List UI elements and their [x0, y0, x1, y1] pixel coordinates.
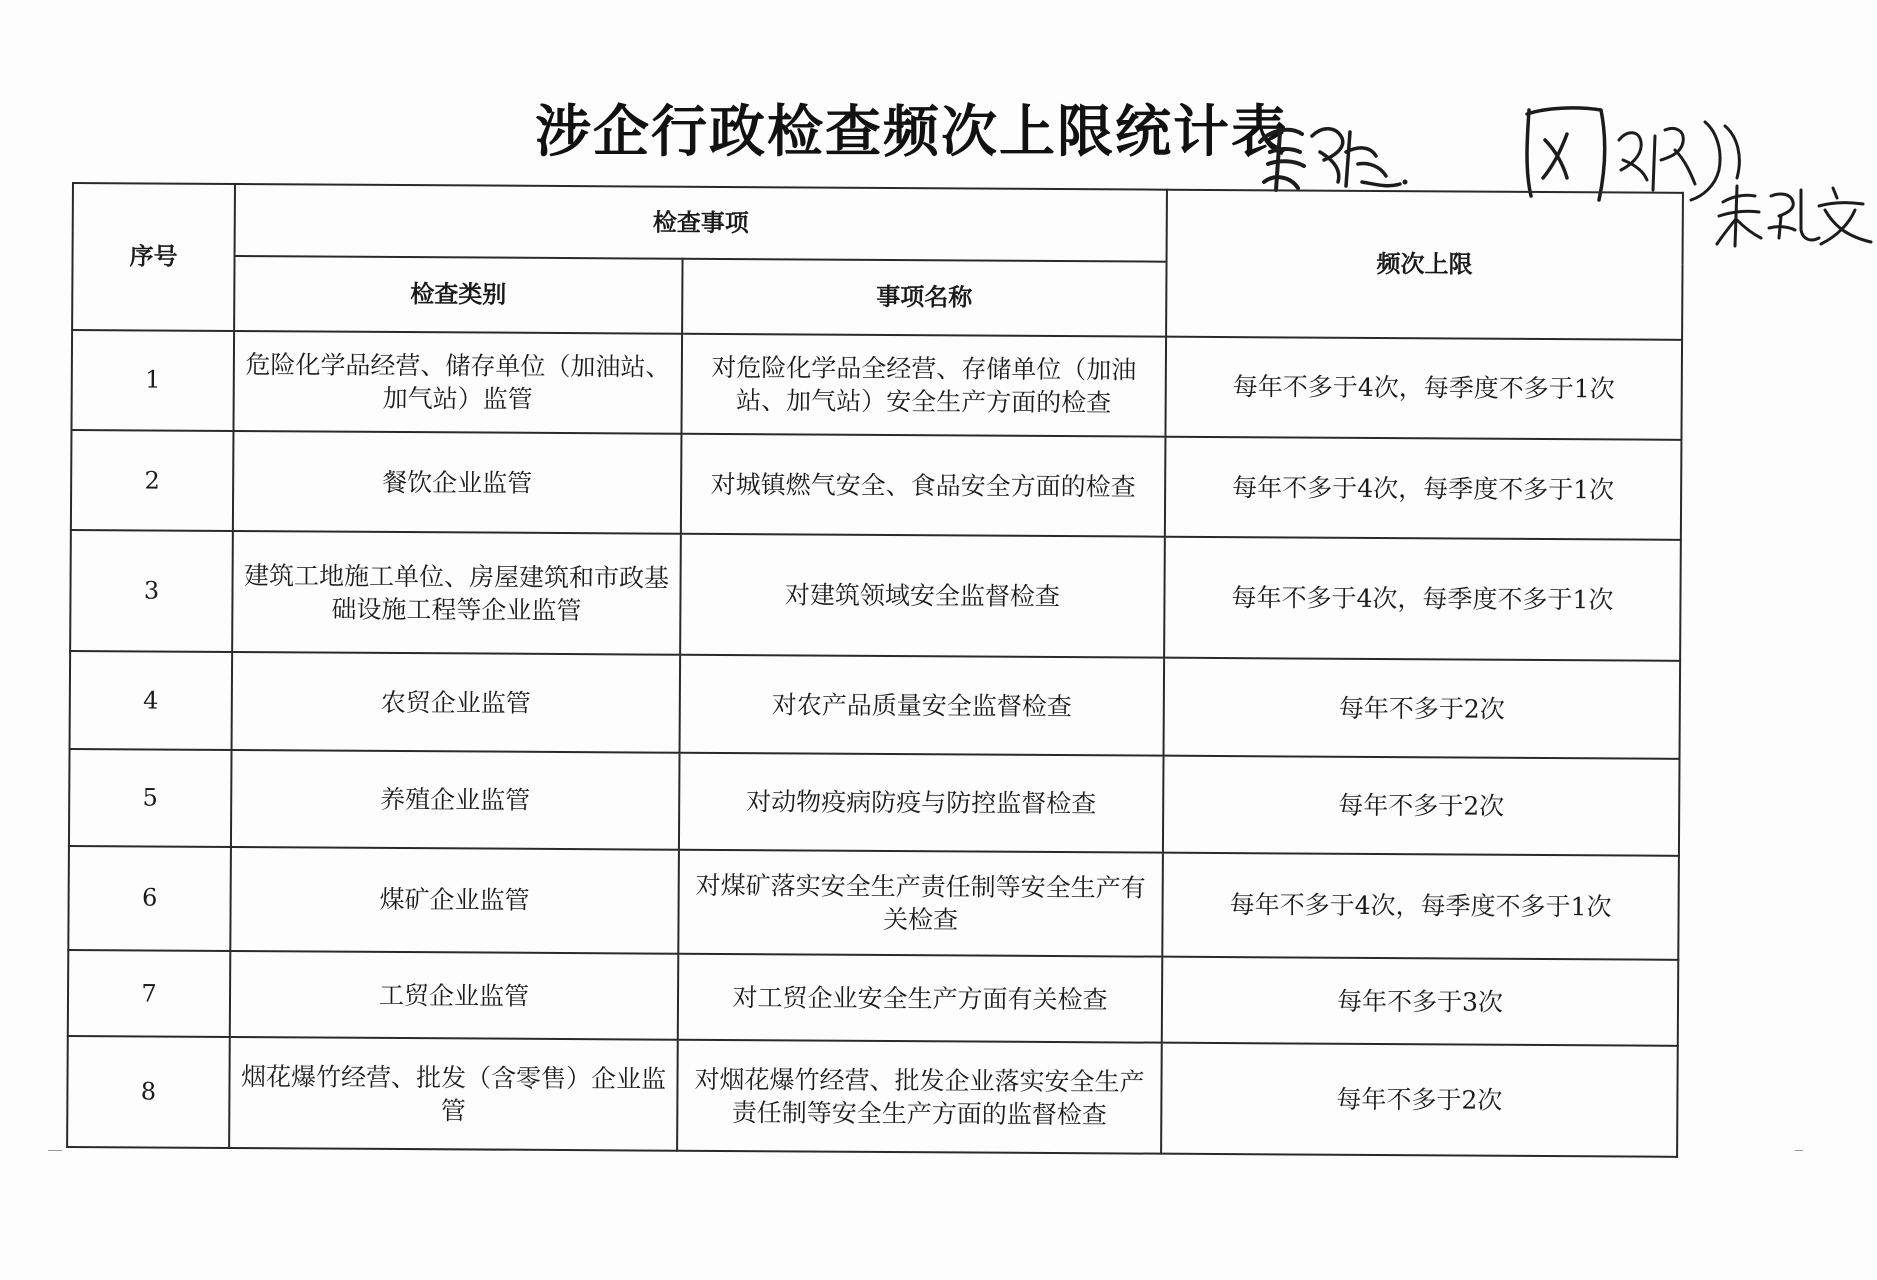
table-header-row [73, 183, 1683, 265]
header-item-name: 事项名称 [682, 259, 1166, 336]
cell-frequency: 每年不多于4次，每季度不多于1次 [1165, 437, 1682, 541]
cell-item-name: 对动物疫病防疫与防控监督检查 [679, 753, 1164, 852]
cell-frequency: 每年不多于4次，每季度不多于1次 [1162, 852, 1679, 960]
table-row [71, 430, 1682, 540]
inspection-frequency-table [66, 182, 1682, 1158]
cell-seq: 6 [68, 846, 231, 951]
cell-category: 工贸企业监管 [230, 951, 679, 1040]
cell-seq: 5 [69, 749, 232, 846]
cell-category: 危险化学品经营、储存单位（加油站、加气站）监管 [233, 331, 682, 434]
table-row [69, 749, 1680, 855]
header-matter-group: 检查事项 [235, 184, 1167, 262]
table [66, 182, 1684, 1158]
scan-mark-left [48, 1150, 62, 1151]
cell-frequency: 每年不多于2次 [1163, 756, 1680, 856]
table-row [68, 846, 1679, 960]
cell-frequency: 每年不多于2次 [1164, 658, 1681, 760]
table-row [70, 651, 1681, 759]
cell-seq: 3 [70, 530, 233, 651]
handwritten-signature-3 [1715, 180, 1875, 255]
cell-seq: 7 [68, 950, 231, 1037]
cell-item-name: 对农产品质量安全监督检查 [680, 655, 1165, 756]
cell-category: 建筑工地施工单位、房屋建筑和市政基础设施工程等企业监管 [232, 531, 681, 654]
cell-category: 烟花爆竹经营、批发（含零售）企业监管 [229, 1037, 678, 1150]
cell-category: 农贸企业监管 [232, 652, 681, 753]
table-row [71, 330, 1682, 440]
cell-frequency: 每年不多于3次 [1162, 957, 1679, 1046]
cell-category: 煤矿企业监管 [230, 847, 679, 954]
cell-category: 餐饮企业监管 [233, 431, 682, 534]
cell-item-name: 对煤矿落实安全生产责任制等安全生产有关检查 [678, 849, 1163, 956]
cell-item-name: 对城镇燃气安全、食品安全方面的检查 [681, 434, 1166, 537]
cell-seq: 4 [70, 651, 233, 750]
cell-category: 养殖企业监管 [231, 750, 680, 849]
table-row [68, 950, 1678, 1046]
cell-frequency: 每年不多于2次 [1161, 1043, 1678, 1157]
cell-seq: 1 [71, 330, 234, 431]
cell-frequency: 每年不多于4次，每季度不多于1次 [1164, 537, 1681, 661]
cell-seq: 2 [71, 430, 234, 531]
scan-mark-right [1795, 1150, 1803, 1151]
table-row [70, 530, 1681, 660]
header-seq: 序号 [72, 183, 235, 331]
cell-frequency: 每年不多于4次，每季度不多于1次 [1165, 336, 1682, 440]
cell-item-name: 对烟花爆竹经营、批发企业落实安全生产责任制等安全生产方面的监督检查 [677, 1040, 1162, 1153]
cell-item-name: 对危险化学品全经营、存储单位（加油站、加气站）安全生产方面的检查 [681, 333, 1166, 436]
cell-item-name: 对工贸企业安全生产方面有关检查 [678, 954, 1163, 1043]
header-frequency: 频次上限 [1166, 190, 1683, 340]
page-title: 涉企行政检查频次上限统计表 [535, 100, 1289, 165]
table-row [67, 1036, 1678, 1156]
cell-seq: 8 [67, 1036, 230, 1148]
cell-item-name: 对建筑领域安全监督检查 [680, 534, 1165, 657]
header-category: 检查类别 [234, 256, 682, 333]
